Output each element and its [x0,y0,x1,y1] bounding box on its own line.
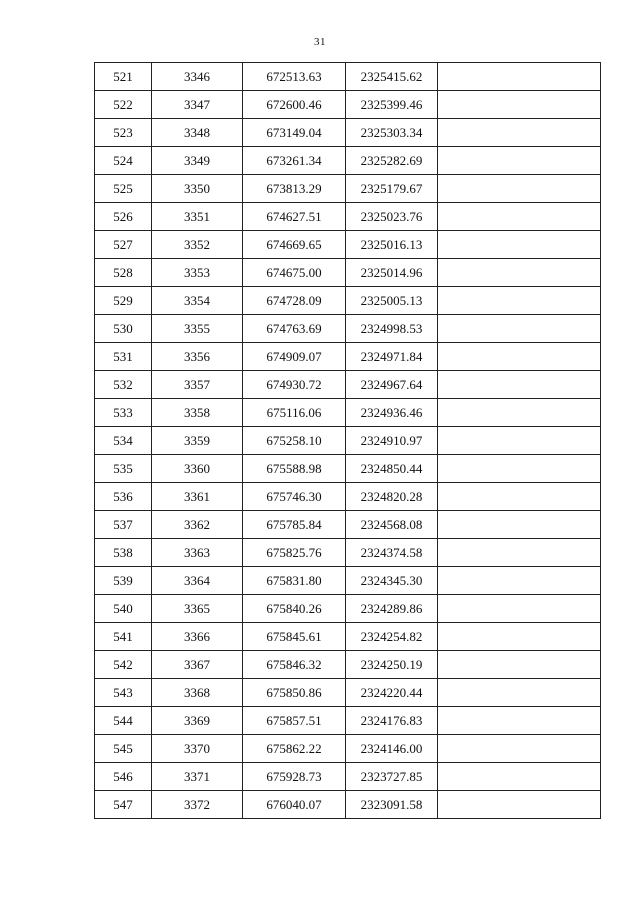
row-index-cell: 547 [95,791,152,819]
row-index-cell: 541 [95,623,152,651]
point-number-cell: 3356 [152,343,243,371]
table-row [95,483,601,511]
row-index-cell: 528 [95,259,152,287]
y-coordinate-cell: 2325399.46 [346,91,438,119]
note-cell [438,231,601,259]
row-index-cell: 538 [95,539,152,567]
y-coordinate-cell: 2324971.84 [346,343,438,371]
note-cell [438,651,601,679]
x-coordinate-cell: 674669.65 [243,231,346,259]
y-coordinate-cell: 2325023.76 [346,203,438,231]
y-coordinate-cell: 2325415.62 [346,63,438,91]
point-number-cell: 3361 [152,483,243,511]
y-coordinate-cell: 2324146.00 [346,735,438,763]
note-cell [438,623,601,651]
note-cell [438,679,601,707]
note-cell [438,91,601,119]
row-index-cell: 540 [95,595,152,623]
point-number-cell: 3351 [152,203,243,231]
point-number-cell: 3357 [152,371,243,399]
y-coordinate-cell: 2324289.86 [346,595,438,623]
note-cell [438,287,601,315]
table-row [95,595,601,623]
row-index-cell: 531 [95,343,152,371]
note-cell [438,511,601,539]
note-cell [438,343,601,371]
x-coordinate-cell: 675850.86 [243,679,346,707]
x-coordinate-cell: 673813.29 [243,175,346,203]
note-cell [438,763,601,791]
point-number-cell: 3360 [152,455,243,483]
x-coordinate-cell: 673149.04 [243,119,346,147]
note-cell [438,315,601,343]
table-row [95,399,601,427]
row-index-cell: 534 [95,427,152,455]
note-cell [438,707,601,735]
point-number-cell: 3365 [152,595,243,623]
note-cell [438,791,601,819]
row-index-cell: 542 [95,651,152,679]
row-index-cell: 544 [95,707,152,735]
row-index-cell: 545 [95,735,152,763]
point-number-cell: 3364 [152,567,243,595]
x-coordinate-cell: 674930.72 [243,371,346,399]
row-index-cell: 535 [95,455,152,483]
x-coordinate-cell: 674728.09 [243,287,346,315]
table-row [95,175,601,203]
x-coordinate-cell: 675825.76 [243,539,346,567]
x-coordinate-cell: 674627.51 [243,203,346,231]
x-coordinate-cell: 675116.06 [243,399,346,427]
x-coordinate-cell: 675857.51 [243,707,346,735]
x-coordinate-cell: 675746.30 [243,483,346,511]
x-coordinate-cell: 675840.26 [243,595,346,623]
row-index-cell: 526 [95,203,152,231]
point-number-cell: 3350 [152,175,243,203]
y-coordinate-cell: 2324345.30 [346,567,438,595]
table-row [95,427,601,455]
table-row [95,763,601,791]
point-number-cell: 3348 [152,119,243,147]
y-coordinate-cell: 2324176.83 [346,707,438,735]
note-cell [438,371,601,399]
note-cell [438,63,601,91]
table-row [95,623,601,651]
note-cell [438,567,601,595]
y-coordinate-cell: 2324374.58 [346,539,438,567]
y-coordinate-cell: 2324910.97 [346,427,438,455]
note-cell [438,483,601,511]
point-number-cell: 3363 [152,539,243,567]
table-row [95,203,601,231]
note-cell [438,119,601,147]
y-coordinate-cell: 2324250.19 [346,651,438,679]
row-index-cell: 521 [95,63,152,91]
x-coordinate-cell: 675862.22 [243,735,346,763]
y-coordinate-cell: 2323091.58 [346,791,438,819]
x-coordinate-cell: 675258.10 [243,427,346,455]
note-cell [438,259,601,287]
table-row [95,791,601,819]
point-number-cell: 3353 [152,259,243,287]
table-row [95,315,601,343]
y-coordinate-cell: 2324820.28 [346,483,438,511]
row-index-cell: 530 [95,315,152,343]
x-coordinate-cell: 675846.32 [243,651,346,679]
row-index-cell: 529 [95,287,152,315]
row-index-cell: 546 [95,763,152,791]
page-number: 31 [314,36,326,48]
row-index-cell: 527 [95,231,152,259]
x-coordinate-cell: 672600.46 [243,91,346,119]
row-index-cell: 533 [95,399,152,427]
table-row [95,63,601,91]
x-coordinate-cell: 673261.34 [243,147,346,175]
y-coordinate-cell: 2325303.34 [346,119,438,147]
point-number-cell: 3354 [152,287,243,315]
row-index-cell: 537 [95,511,152,539]
y-coordinate-cell: 2325005.13 [346,287,438,315]
x-coordinate-cell: 675588.98 [243,455,346,483]
y-coordinate-cell: 2325179.67 [346,175,438,203]
y-coordinate-cell: 2324967.64 [346,371,438,399]
table-row [95,651,601,679]
point-number-cell: 3352 [152,231,243,259]
point-number-cell: 3362 [152,511,243,539]
table-row [95,371,601,399]
y-coordinate-cell: 2324936.46 [346,399,438,427]
row-index-cell: 522 [95,91,152,119]
point-number-cell: 3367 [152,651,243,679]
table-row [95,679,601,707]
table-row [95,511,601,539]
point-number-cell: 3369 [152,707,243,735]
point-number-cell: 3372 [152,791,243,819]
x-coordinate-cell: 674909.07 [243,343,346,371]
point-number-cell: 3347 [152,91,243,119]
x-coordinate-cell: 676040.07 [243,791,346,819]
note-cell [438,203,601,231]
note-cell [438,735,601,763]
note-cell [438,427,601,455]
point-number-cell: 3349 [152,147,243,175]
table-row [95,287,601,315]
point-number-cell: 3358 [152,399,243,427]
note-cell [438,539,601,567]
y-coordinate-cell: 2324220.44 [346,679,438,707]
note-cell [438,147,601,175]
row-index-cell: 525 [95,175,152,203]
table-row [95,147,601,175]
y-coordinate-cell: 2325016.13 [346,231,438,259]
note-cell [438,399,601,427]
table-row [95,119,601,147]
point-number-cell: 3370 [152,735,243,763]
table-row [95,259,601,287]
table-body [95,63,601,819]
point-number-cell: 3346 [152,63,243,91]
y-coordinate-cell: 2324998.53 [346,315,438,343]
y-coordinate-cell: 2323727.85 [346,763,438,791]
row-index-cell: 523 [95,119,152,147]
table-row [95,735,601,763]
table-row [95,231,601,259]
y-coordinate-cell: 2325282.69 [346,147,438,175]
x-coordinate-cell: 675785.84 [243,511,346,539]
point-number-cell: 3368 [152,679,243,707]
row-index-cell: 536 [95,483,152,511]
note-cell [438,175,601,203]
row-index-cell: 524 [95,147,152,175]
table-row [95,707,601,735]
point-number-cell: 3355 [152,315,243,343]
note-cell [438,455,601,483]
row-index-cell: 543 [95,679,152,707]
x-coordinate-cell: 675845.61 [243,623,346,651]
x-coordinate-cell: 675928.73 [243,763,346,791]
point-number-cell: 3366 [152,623,243,651]
table-row [95,539,601,567]
note-cell [438,595,601,623]
table-row [95,343,601,371]
y-coordinate-cell: 2324850.44 [346,455,438,483]
table-row [95,567,601,595]
table-row [95,455,601,483]
row-index-cell: 539 [95,567,152,595]
point-number-cell: 3371 [152,763,243,791]
y-coordinate-cell: 2324254.82 [346,623,438,651]
x-coordinate-cell: 675831.80 [243,567,346,595]
x-coordinate-cell: 674763.69 [243,315,346,343]
row-index-cell: 532 [95,371,152,399]
y-coordinate-cell: 2324568.08 [346,511,438,539]
coordinate-table [94,62,601,819]
table-row [95,91,601,119]
x-coordinate-cell: 672513.63 [243,63,346,91]
x-coordinate-cell: 674675.00 [243,259,346,287]
y-coordinate-cell: 2325014.96 [346,259,438,287]
point-number-cell: 3359 [152,427,243,455]
